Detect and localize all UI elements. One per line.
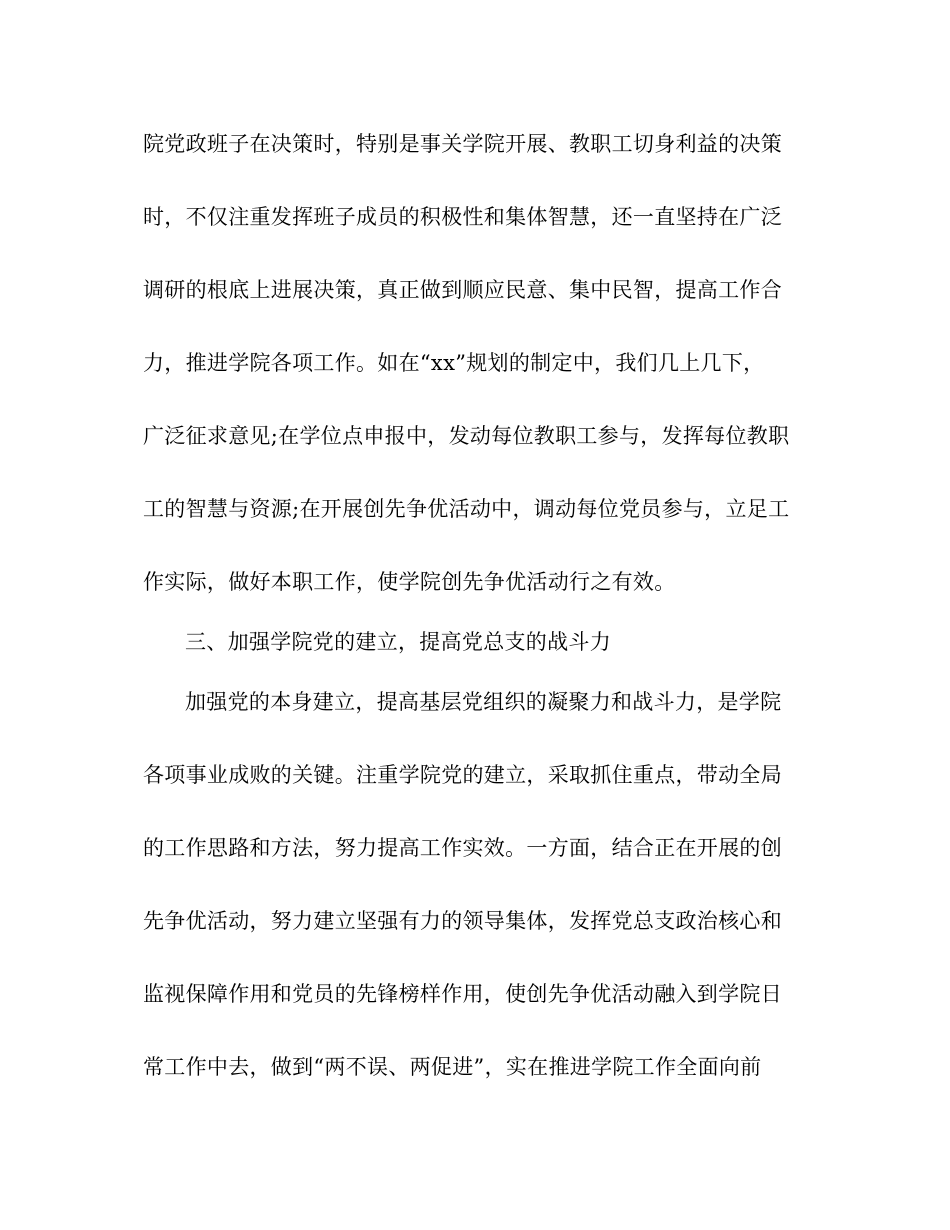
- text-line: 时，不仅注重发挥班子成员的积极性和集体智慧，还一直坚持在广泛: [143, 205, 782, 229]
- text-line: 力，推进学院各项工作。如在“xx”规划的制定中，我们几上几下，: [143, 351, 765, 375]
- text-line: 常工作中去，做到“两不误、两促进”，实在推进学院工作全面向前: [143, 1055, 762, 1079]
- text-line: 工的智慧与资源;在开展创先争优活动中，调动每位党员参与，立足工: [143, 497, 790, 521]
- section-heading: 三、加强学院党的建立，提高党总支的战斗力: [185, 630, 611, 654]
- text-line: 作实际，做好本职工作，使学院创先争优活动行之有效。: [143, 570, 676, 594]
- text-line: 广泛征求意见;在学位点申报中，发动每位教职工参与，发挥每位教职: [143, 424, 790, 448]
- text-line: 各项事业成败的关键。注重学院党的建立，采取抓住重点，带动全局: [143, 763, 782, 787]
- text-line: 先争优活动，努力建立坚强有力的领导集体，发挥党总支政治核心和: [143, 909, 782, 933]
- text-line: 监视保障作用和党员的先锋榜样作用，使创先争优活动融入到学院日: [143, 982, 782, 1006]
- text-line: 的工作思路和方法，努力提高工作实效。一方面，结合正在开展的创: [143, 836, 782, 860]
- paragraph-first-line: 加强党的本身建立，提高基层党组织的凝聚力和战斗力，是学院: [185, 690, 782, 714]
- text-line: 院党政班子在决策时，特别是事关学院开展、教职工切身利益的决策: [143, 132, 782, 156]
- text-line: 调研的根底上进展决策，真正做到顺应民意、集中民智，提高工作合: [143, 278, 782, 302]
